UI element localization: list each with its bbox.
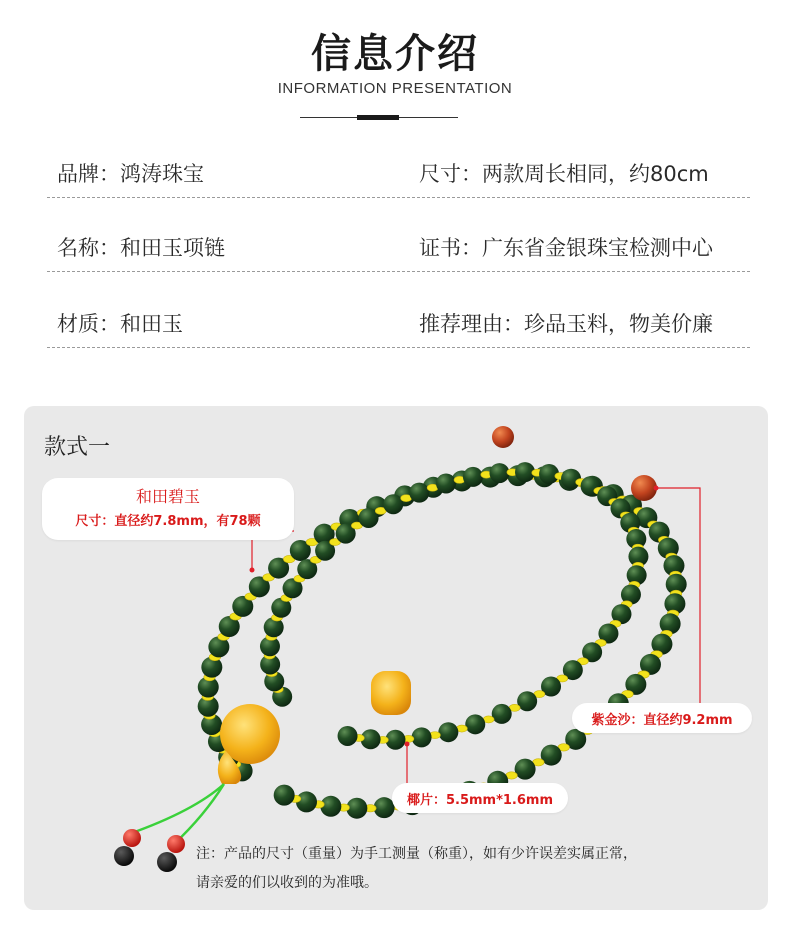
row-divider [47, 271, 750, 272]
jade-bead [338, 726, 358, 746]
jade-bead [296, 791, 317, 812]
red-tassel-bead [167, 835, 185, 853]
info-brand: 品牌：鸿涛珠宝 [57, 162, 204, 186]
section-title: 信息介绍 [311, 30, 479, 77]
tassel-string [129, 784, 224, 844]
callout-jade-size: 尺寸：直径约7.8mm，有78颗 [75, 514, 261, 529]
amber-barrel-bead [371, 671, 411, 715]
black-tassel-bead [157, 852, 177, 872]
style-panel [24, 406, 768, 910]
row-divider [47, 347, 750, 348]
style-title: 款式一 [44, 435, 111, 460]
info-row-name [47, 232, 750, 272]
callout-zijinsha-text: 紫金沙：直径约9.2mm [591, 713, 733, 728]
jade-bead [409, 483, 429, 503]
jade-bead [438, 722, 458, 742]
note-text [196, 840, 756, 898]
jade-bead [463, 467, 483, 487]
callout-hetian-jade [42, 478, 294, 540]
red-tassel-bead [123, 829, 141, 847]
jade-bead [436, 473, 456, 493]
zijinsha-bead [631, 475, 657, 501]
leader-dot-piece [405, 742, 410, 747]
info-row-brand [47, 158, 750, 198]
agate-bead [492, 426, 514, 448]
info-reason: 推荐理由：珍品玉料，物美价廉 [419, 312, 713, 336]
jade-bead [492, 704, 512, 724]
section-subtitle: INFORMATION PRESENTATION [277, 80, 513, 97]
jade-bead [489, 463, 509, 483]
jade-bead [412, 727, 432, 747]
title-divider-mark [357, 115, 399, 120]
info-name: 名称：和田玉项链 [57, 236, 225, 260]
jade-bead [274, 785, 295, 806]
info-certificate: 证书：广东省金银珠宝检测中心 [419, 236, 713, 260]
jade-bead [465, 714, 485, 734]
callout-zijinsha [572, 703, 752, 733]
black-tassel-bead [114, 846, 134, 866]
jade-bead [561, 469, 581, 489]
callout-coconut-text: 椰片：5.5mm*1.6mm [406, 793, 554, 808]
info-row-material [47, 308, 750, 348]
info-size: 尺寸：两款周长相同，约80cm [419, 162, 709, 186]
note-line-2: 请亲爱的们以收到的为准哦。 [196, 875, 378, 891]
jade-bead [383, 494, 403, 514]
callout-coconut-piece [392, 783, 568, 813]
note-line-1: 注：产品的尺寸（重量）为手工测量（称重），如有少许误差实属正常， [196, 846, 637, 862]
leader-dot-jade [250, 568, 255, 573]
jade-bead [515, 759, 536, 780]
row-divider [47, 197, 750, 198]
leader-dot-zijinsha [654, 486, 659, 491]
info-material: 材质：和田玉 [57, 312, 183, 336]
callout-jade-name: 和田碧玉 [135, 487, 200, 506]
